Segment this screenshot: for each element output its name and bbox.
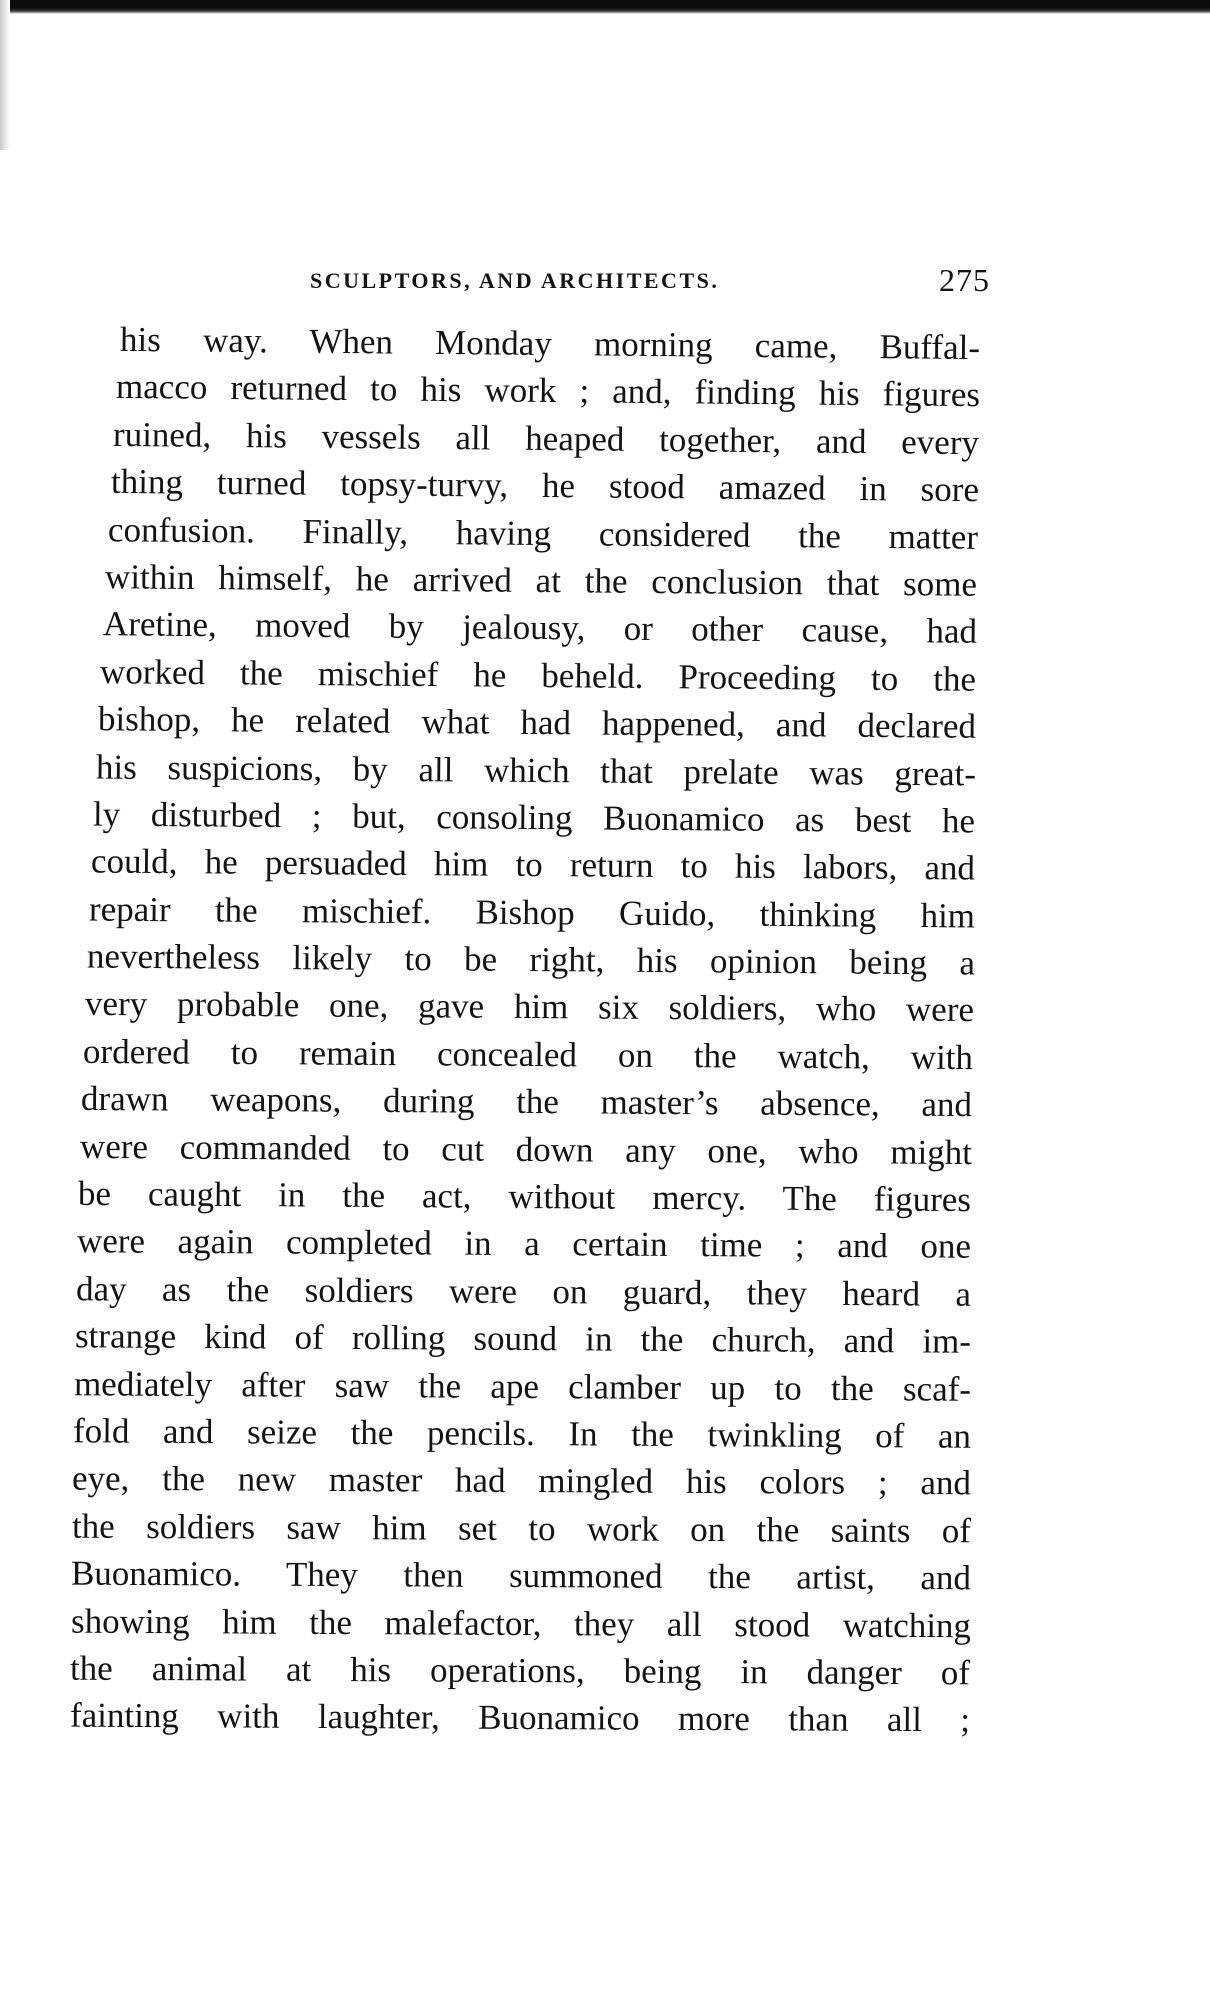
text-line: his suspicions, by all which that prelate was great- — [95, 747, 977, 793]
text-line: very probable one, gave him six soldiers, who were — [84, 984, 975, 1030]
text-line: eye, the new master had mingled his colors ; and — [71, 1459, 972, 1503]
text-line: strange kind of rolling sound in the church, and im- — [74, 1316, 972, 1361]
text-line: ruined, his vessels all heaped together, and every — [112, 414, 980, 462]
text-line: were again completed in a certain time ; and one — [76, 1221, 972, 1267]
text-line: mediately after saw the ape clamber up to the scaf- — [73, 1363, 972, 1409]
text-line: worked the mischief he beheld. Proceeding to the — [99, 651, 977, 699]
text-line: within himself, he arrived at the conclusion that some — [104, 557, 978, 604]
text-line: bishop, he related what had happened, and declared — [97, 699, 977, 746]
text-line: macco returned to his work ; and, finding his figures — [115, 367, 981, 415]
text-line: repair the mischief. Bishop Guido, thinking him — [88, 889, 976, 936]
text-line: were commanded to cut down any one, who might — [79, 1126, 973, 1172]
running-title: SCULPTORS, AND ARCHITECTS. — [310, 268, 720, 293]
scan-top-edge — [0, 0, 1210, 14]
body-text — [69, 319, 984, 1742]
page-number: 275 — [939, 262, 990, 298]
text-line: the soldiers saw him set to work on the saints of — [71, 1506, 972, 1551]
text-line: fold and seize the pencils. In the twinkling of an — [72, 1411, 972, 1456]
text-line: could, he persuaded him to return to his labors, and — [90, 841, 976, 888]
text-line: ly disturbed ; but, consoling Buonamico as best he — [92, 794, 976, 841]
text-line: day as the soldiers were on guard, they heard a — [75, 1269, 972, 1314]
text-line: ordered to remain concealed on the watch, with — [82, 1031, 974, 1077]
text-line: be caught in the act, without mercy. The figures — [77, 1173, 972, 1220]
text-line: drawn weapons, during the master’s absence, and — [80, 1079, 973, 1125]
scan-gutter-shadow — [0, 0, 10, 150]
running-head — [310, 262, 990, 302]
text-line: showing him the malefactor, they all stood watching — [70, 1601, 972, 1645]
text-line: fainting with laughter, Buonamico more than all ; — [69, 1695, 971, 1740]
text-line: Aretine, moved by jealousy, or other cause, had — [102, 604, 978, 652]
text-line: thing turned topsy-turvy, he stood amazed in sore — [110, 462, 980, 510]
text-line: confusion. Finally, having considered the matter — [107, 509, 979, 557]
text-line: his way. When Monday morning came, Buffal- — [119, 319, 981, 368]
text-line: Buonamico. They then summoned the artist, and — [70, 1553, 972, 1598]
text-line: the animal at his operations, being in danger of — [69, 1648, 971, 1693]
text-line: nevertheless likely to be right, his opinion being a — [86, 936, 976, 983]
